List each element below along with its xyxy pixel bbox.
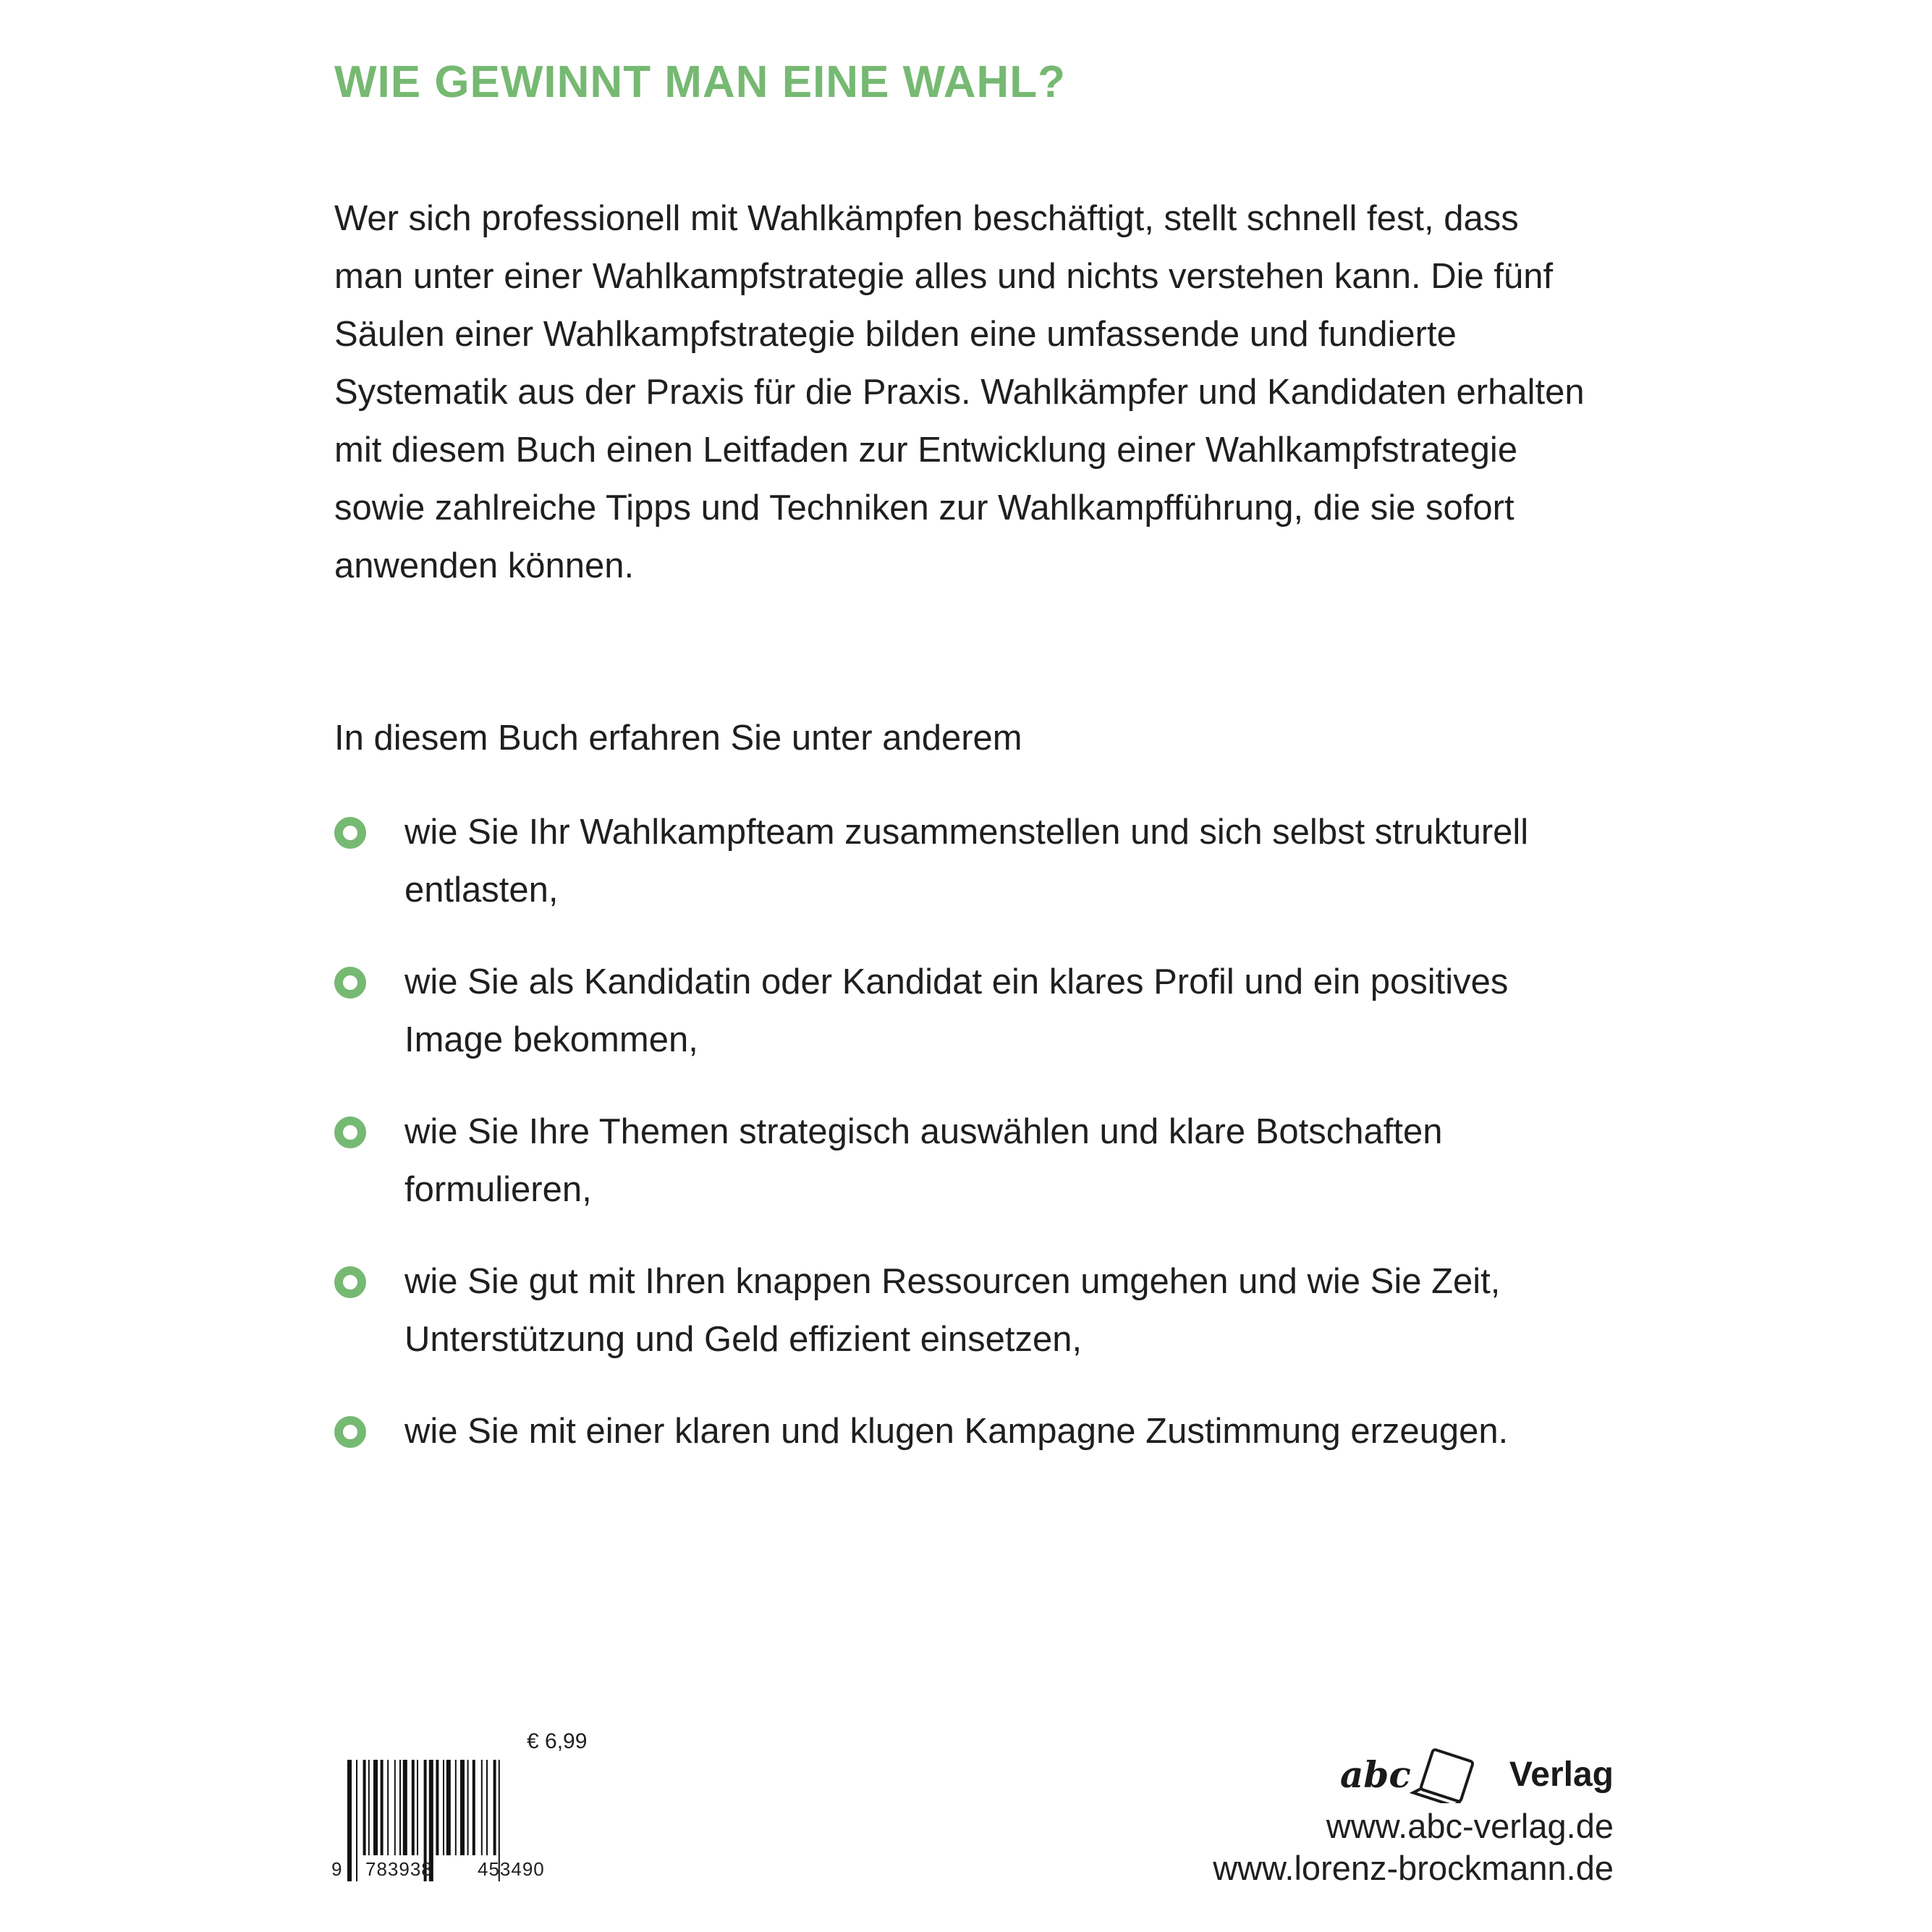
barcode-bar [460,1760,465,1855]
barcode-bar [486,1760,488,1855]
book-icon [1340,1745,1507,1803]
ring-bullet-icon [334,1117,366,1148]
list-item-text: wie Sie mit einer klaren und klugen Kampagne Zustimmung erzeugen. [404,1412,1509,1451]
url-link[interactable]: www.abc-verlag.de [1326,1807,1614,1845]
barcode-bar [493,1760,496,1855]
barcode-bar [467,1760,469,1855]
barcode-bar [455,1760,457,1855]
list-item-text: wie Sie gut mit Ihren knappen Ressourcen umgehen und wie Sie Zeit, Unterstützung und Geld effizient einsetzen, [404,1262,1501,1359]
list-lead-text: In diesem Buch erfahren Sie unter anderem [334,719,1022,758]
list-item [334,1253,1608,1368]
barcode-bar [446,1760,451,1855]
page-title: WIE GEWINNT MAN EINE WAHL? [334,57,1067,107]
logo-script: abc [1339,1753,1411,1796]
barcode-bar [381,1760,384,1855]
barcode-bar [443,1760,444,1855]
barcode-bar [412,1760,415,1855]
barcode-bar [387,1760,389,1855]
ring-bullet-icon [334,967,366,999]
barcode-bar [373,1760,378,1855]
list-item-text: wie Sie als Kandidatin oder Kandidat ein klares Profil und ein positives Image bekommen, [404,962,1509,1059]
barcode-bar [399,1760,401,1855]
barcode-bar [481,1760,483,1855]
list-item [334,1103,1608,1219]
feature-list [334,803,1608,1494]
isbn-prefix: 9 [331,1858,342,1880]
publisher-urls [1213,1805,1614,1889]
barcode-bar [417,1760,418,1855]
barcode-bar [363,1760,366,1855]
list-item [334,803,1608,919]
barcode-bar [368,1760,370,1855]
intro-paragraph: Wer sich professionell mit Wahlkämpfen beschäftigt, stellt schnell fest, dass man unter einer Wahlkampfstrategie alles und nichts verstehen kann. Die fünf Säulen einer Wahlkampfstrategie bilden eine umfassende und fundierte Systematik aus der Praxis für die Praxis. Wahlkämpfer und Kandidaten erhalten mit diesem Buch einen Leitfaden zur Entwicklung einer Wahlkampfstrategie sowie zahlreiche Tipps und Techniken zur Wahlkampfführung, die sie sofort anwenden können. [334,199,1585,585]
list-item [334,1402,1608,1460]
price-label: € 6,99 [527,1729,588,1753]
ring-bullet-icon [334,1266,366,1298]
barcode-bar [347,1760,352,1881]
barcode-bar [394,1760,396,1855]
ring-bullet-icon [334,817,366,849]
barcode-bar [436,1760,438,1855]
isbn-left-group: 783938 [365,1858,433,1880]
list-item [334,953,1608,1069]
ring-bullet-icon [334,1416,366,1448]
barcode-bar [403,1760,407,1855]
list-item-text: wie Sie Ihr Wahlkampfteam zusammenstellen und sich selbst strukturell entlasten, [404,813,1529,910]
publisher-logo [1340,1745,1614,1803]
logo-word: Verlag [1509,1755,1614,1794]
url-link[interactable]: www.lorenz-brockmann.de [1213,1849,1614,1887]
barcode-bar [356,1760,357,1881]
list-item-text: wie Sie Ihre Themen strategisch auswählen und klare Botschaften formulieren, [404,1112,1443,1209]
barcode-bar [473,1760,475,1855]
isbn-right-group: 453490 [478,1858,545,1880]
